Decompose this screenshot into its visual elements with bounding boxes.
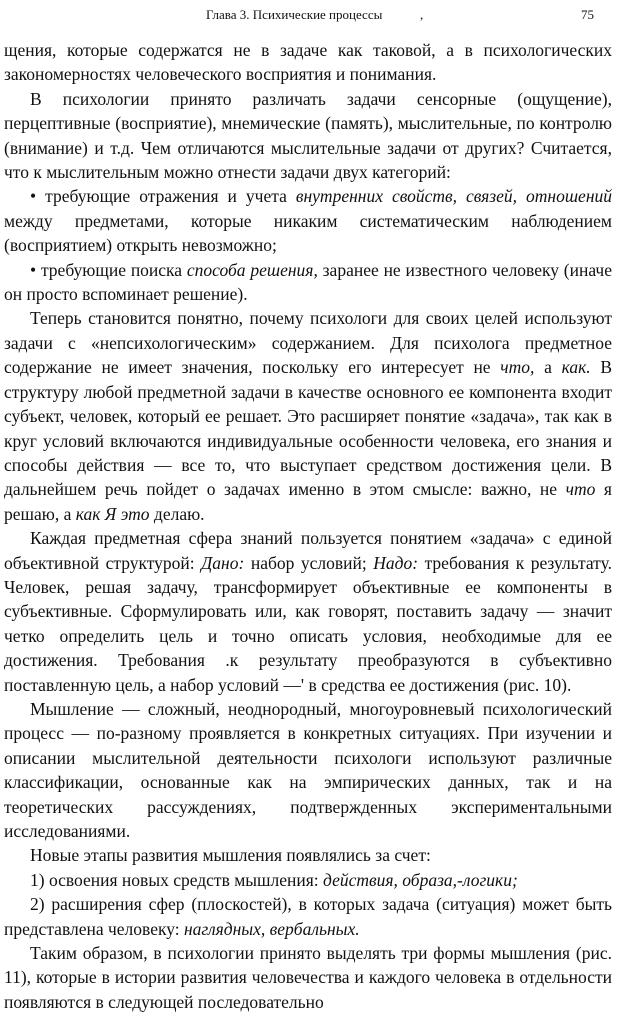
paragraph-2 — [4, 87, 612, 185]
text-segment-italic: действия, образа,-логики; — [323, 869, 518, 890]
body-text — [4, 38, 612, 1014]
text-segment: заранее не известного человеку (иначе он просто вспоминает решение). — [4, 259, 612, 305]
text-segment: Таким образом, в психологии принято выделять три формы мышления (рис. 11), которые в истории развития человечества и каждого человека в отдельности появляются в следующей последовательно — [4, 943, 612, 1012]
text-segment: В психологии принято различать задачи сенсорные (ощущение), перцептивные (восприятие), мнемические (память), мыслительные, по контролю (внимание) и т.д. Чем отличаются мыслительные задачи от других? Считается, что к мыслительным можно отнести задачи двух категорий: — [4, 88, 612, 183]
text-segment: Новые этапы развития мышления появлялись за счет: — [30, 845, 431, 866]
chapter-title: Глава 3. Психические процессы — [206, 7, 383, 22]
stray-mark: , — [420, 7, 424, 22]
paragraph-8 — [4, 843, 612, 867]
text-segment: между предметами, которые никаким систематическим наблюдением (восприятием) открыть невозможно; — [4, 210, 612, 256]
text-segment-italic: Надо: — [373, 552, 419, 573]
text-segment-italic: что — [565, 479, 596, 500]
text-segment: щения, которые содержатся не в задаче как таковой, а в психологических закономерностях человеческого восприятия и понимания. — [4, 40, 612, 85]
text-segment: • требующие поиска — [30, 259, 187, 280]
text-segment: я решаю, а — [4, 479, 612, 524]
text-segment-italic: внутренних свойств, связей, отношений — [295, 186, 613, 207]
text-segment: Теперь становится понятно, почему психологи для своих целей используют задачи с «непсихологическим» содержанием. Для психолога предметное содержание не имеет значения, поскольку его интересует не — [4, 308, 612, 378]
text-segment: • требующие отражения и учета — [30, 186, 296, 207]
text-segment: Каждая предметная сфера знаний пользуется понятием «задача» с единой объективной структурой: — [4, 528, 612, 573]
paragraph-6 — [4, 526, 612, 697]
text-segment: а — [534, 357, 562, 378]
paragraph-7 — [4, 697, 612, 843]
text-segment: Мышление — сложный, неоднородный, многоуровневый психологический процесс — по-разному проявляется в конкретных ситуациях. При изучении и описании мыслительной деятельности психологи используют различные классификации, основанные как на эмпирических данных, так и на теоретических рассуждениях, подтвержденных экспериментальными исследованиями. — [4, 698, 612, 841]
text-segment: В структуру любой предметной задачи в качестве основного ее компонента входит субъект, человек, который ее решает. Это расширяет понятие «задача», так как в круг условий включаются индивидуальные особенности человека, его знания и способы действия — все то, что выступает средством достижения цели. В дальнейшем речь пойдет о задачах именно в этом смысле: важно, не — [4, 357, 612, 500]
page-number: 75 — [581, 7, 594, 22]
list-item-1 — [4, 868, 612, 892]
running-header — [0, 6, 620, 24]
text-segment-italic: способа решения, — [186, 259, 318, 280]
paragraph-11 — [4, 941, 612, 1014]
text-segment-italic: как Я это — [75, 503, 150, 524]
text-segment-italic: Дано: — [201, 552, 245, 573]
text-segment-italic: наглядных, вербальных. — [183, 918, 360, 939]
bullet-item-1 — [4, 184, 612, 257]
paragraph-1 — [4, 38, 612, 87]
text-segment: набор условий; — [244, 552, 374, 573]
paragraph-5 — [4, 306, 612, 526]
bullet-item-2 — [4, 258, 612, 307]
text-segment-italic: что, — [500, 357, 535, 378]
text-segment-italic: как. — [561, 357, 591, 378]
text-segment: требования к результату. Человек, решая задачу, трансформирует объективные ее компоненты в субъективные. Сформулировать или, как говорят, поставить задачу — значит четко определить цель и точно описать условия, необходимые для ее достижения. Требования .к результату преобразуются в субъективно поставленную цель, а набор условий —' в средства ее достижения (рис. 10). — [4, 552, 612, 695]
text-segment: 2) расширения сфер (плоскостей), в которых задача (ситуация) может быть представлена человеку: — [4, 894, 612, 939]
text-segment: 1) освоения новых средств мышления: — [30, 869, 324, 890]
text-segment: делаю. — [149, 503, 205, 524]
list-item-2 — [4, 892, 612, 941]
